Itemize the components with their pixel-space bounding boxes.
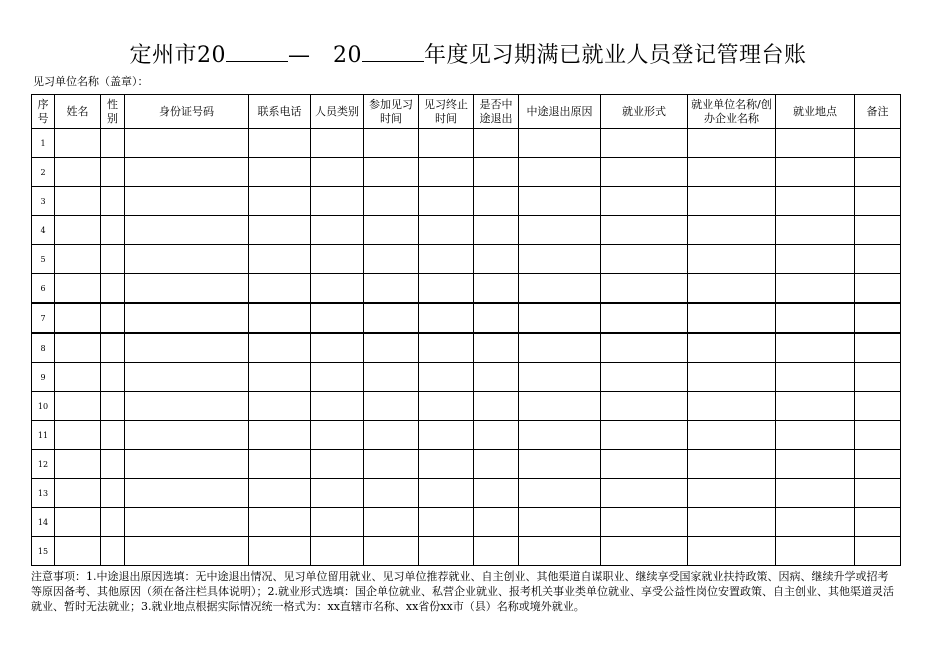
table-cell[interactable]	[101, 363, 125, 392]
table-cell[interactable]	[55, 303, 101, 333]
table-cell[interactable]	[419, 129, 474, 158]
table-cell[interactable]	[519, 363, 601, 392]
table-cell[interactable]	[519, 450, 601, 479]
table-cell[interactable]	[519, 129, 601, 158]
table-cell[interactable]	[601, 158, 688, 187]
table-cell[interactable]	[601, 421, 688, 450]
table-cell[interactable]	[249, 158, 311, 187]
col-employment-type: 就业形式	[601, 95, 688, 129]
table-cell[interactable]	[688, 274, 776, 304]
table-cell[interactable]	[311, 158, 364, 187]
row-number: 2	[32, 158, 55, 187]
table-cell[interactable]	[601, 537, 688, 566]
table-cell[interactable]	[519, 245, 601, 274]
table-cell[interactable]	[101, 392, 125, 421]
col-index: 序号	[32, 95, 55, 129]
table-cell[interactable]	[601, 245, 688, 274]
table-cell[interactable]	[364, 216, 419, 245]
table-cell[interactable]	[125, 274, 249, 304]
table-cell[interactable]	[688, 479, 776, 508]
table-cell[interactable]	[855, 537, 901, 566]
table-cell[interactable]	[249, 187, 311, 216]
table-cell[interactable]	[419, 187, 474, 216]
table-cell[interactable]	[125, 303, 249, 333]
table-cell[interactable]	[101, 450, 125, 479]
table-cell[interactable]	[101, 158, 125, 187]
table-cell[interactable]	[474, 363, 519, 392]
table-cell[interactable]	[249, 274, 311, 304]
row-number: 9	[32, 363, 55, 392]
table-cell[interactable]	[474, 129, 519, 158]
table-cell[interactable]	[519, 216, 601, 245]
table-cell[interactable]	[419, 158, 474, 187]
table-cell[interactable]	[311, 187, 364, 216]
row-number: 7	[32, 303, 55, 333]
table-cell[interactable]	[855, 421, 901, 450]
table-cell[interactable]	[419, 303, 474, 333]
table-cell[interactable]	[601, 450, 688, 479]
table-cell[interactable]	[311, 479, 364, 508]
table-cell[interactable]	[776, 129, 855, 158]
table-cell[interactable]	[601, 333, 688, 363]
col-withdraw-reason: 中途退出原因	[519, 95, 601, 129]
table-cell[interactable]	[249, 303, 311, 333]
table-cell[interactable]	[55, 508, 101, 537]
table-cell[interactable]	[101, 129, 125, 158]
table-cell[interactable]	[419, 363, 474, 392]
table-cell[interactable]	[311, 363, 364, 392]
col-gender: 性别	[101, 95, 125, 129]
table-cell[interactable]	[125, 392, 249, 421]
table-cell[interactable]	[855, 392, 901, 421]
table-cell[interactable]	[855, 216, 901, 245]
table-cell[interactable]	[688, 187, 776, 216]
year-start-blank[interactable]	[226, 43, 288, 62]
table-cell[interactable]	[364, 392, 419, 421]
year-end-blank[interactable]	[362, 43, 424, 62]
table-cell[interactable]	[249, 508, 311, 537]
table-cell[interactable]	[125, 158, 249, 187]
table-cell[interactable]	[364, 187, 419, 216]
table-cell[interactable]	[101, 274, 125, 304]
page-title	[0, 38, 936, 69]
table-cell[interactable]	[125, 479, 249, 508]
table-cell[interactable]	[125, 245, 249, 274]
title-dash: —	[288, 43, 311, 68]
table-cell[interactable]	[519, 392, 601, 421]
table-cell[interactable]	[101, 303, 125, 333]
table-cell[interactable]	[419, 245, 474, 274]
table-cell[interactable]	[855, 187, 901, 216]
table-cell[interactable]	[474, 537, 519, 566]
table-cell[interactable]	[855, 245, 901, 274]
table-cell[interactable]	[601, 363, 688, 392]
table-cell[interactable]	[364, 537, 419, 566]
title-suffix: 年度见习期满已就业人员登记管理台账	[423, 43, 807, 68]
table-row	[32, 274, 901, 304]
table-cell[interactable]	[311, 245, 364, 274]
table-cell[interactable]	[364, 158, 419, 187]
table-cell[interactable]	[249, 245, 311, 274]
table-cell[interactable]	[311, 508, 364, 537]
table-cell[interactable]	[101, 421, 125, 450]
table-cell[interactable]	[776, 303, 855, 333]
table-cell[interactable]	[364, 450, 419, 479]
table-cell[interactable]	[364, 333, 419, 363]
col-start-time: 参加见习时间	[364, 95, 419, 129]
table-cell[interactable]	[688, 450, 776, 479]
table-cell[interactable]	[55, 216, 101, 245]
table-cell[interactable]	[125, 450, 249, 479]
table-cell[interactable]	[519, 333, 601, 363]
table-cell[interactable]	[249, 421, 311, 450]
table-cell[interactable]	[125, 508, 249, 537]
table-cell[interactable]	[419, 421, 474, 450]
table-cell[interactable]	[311, 129, 364, 158]
col-employer-name: 就业单位名称/创办企业名称	[688, 95, 776, 129]
table-cell[interactable]	[688, 245, 776, 274]
table-cell[interactable]	[55, 333, 101, 363]
table-cell[interactable]	[519, 274, 601, 304]
ledger-table	[31, 94, 901, 566]
table-cell[interactable]	[855, 129, 901, 158]
table-row	[32, 450, 901, 479]
row-number: 10	[32, 392, 55, 421]
table-cell[interactable]	[776, 245, 855, 274]
table-cell[interactable]	[519, 421, 601, 450]
table-cell[interactable]	[855, 274, 901, 304]
table-cell[interactable]	[474, 479, 519, 508]
table-cell[interactable]	[474, 274, 519, 304]
col-remarks: 备注	[855, 95, 901, 129]
table-cell[interactable]	[311, 450, 364, 479]
col-name: 姓名	[55, 95, 101, 129]
col-id-number: 身份证号码	[125, 95, 249, 129]
table-row	[32, 392, 901, 421]
table-cell[interactable]	[419, 274, 474, 304]
col-withdrawn: 是否中途退出	[474, 95, 519, 129]
table-cell[interactable]	[249, 216, 311, 245]
table-row	[32, 421, 901, 450]
table-cell[interactable]	[474, 303, 519, 333]
table-cell[interactable]	[776, 363, 855, 392]
table-cell[interactable]	[855, 479, 901, 508]
table-cell[interactable]	[474, 450, 519, 479]
table-row	[32, 303, 901, 333]
table-cell[interactable]	[601, 129, 688, 158]
col-phone: 联系电话	[249, 95, 311, 129]
table-cell[interactable]	[519, 158, 601, 187]
table-cell[interactable]	[776, 479, 855, 508]
table-cell[interactable]	[776, 333, 855, 363]
col-location: 就业地点	[776, 95, 855, 129]
table-cell[interactable]	[688, 363, 776, 392]
table-cell[interactable]	[101, 508, 125, 537]
table-cell[interactable]	[364, 245, 419, 274]
table-cell[interactable]	[474, 333, 519, 363]
row-number: 3	[32, 187, 55, 216]
table-cell[interactable]	[55, 245, 101, 274]
table-cell[interactable]	[601, 479, 688, 508]
row-number: 12	[32, 450, 55, 479]
table-cell[interactable]	[311, 303, 364, 333]
table-cell[interactable]	[474, 392, 519, 421]
table-cell[interactable]	[474, 508, 519, 537]
table-cell[interactable]	[311, 216, 364, 245]
table-cell[interactable]	[101, 479, 125, 508]
table-cell[interactable]	[101, 245, 125, 274]
table-cell[interactable]	[519, 479, 601, 508]
table-cell[interactable]	[419, 333, 474, 363]
table-cell[interactable]	[249, 129, 311, 158]
table-cell[interactable]	[364, 129, 419, 158]
table-cell[interactable]	[776, 274, 855, 304]
table-cell[interactable]	[601, 508, 688, 537]
notes-text: 注意事项：1.中途退出原因选填：无中途退出情况、见习单位留用就业、见习单位推荐就业、自主创业、其他渠道自谋职业、继续享受国家就业扶持政策、因病、继续升学或招考等原因备考、其他原因（须在备注栏具体说明）；2.就业形式选填：国企单位就业、私营企业就业、报考机关事业类单位就业、享受公益性岗位安置政策、自主创业、其他渠道灵活就业、暂时无法就业；3.就业地点根据实际情况统一格式为：xx直辖市名称、xx省份xx市（县）名称或境外就业。	[31, 570, 894, 613]
table-cell[interactable]	[601, 392, 688, 421]
table-cell[interactable]	[249, 450, 311, 479]
table-cell[interactable]	[855, 363, 901, 392]
table-cell[interactable]	[125, 187, 249, 216]
table-cell[interactable]	[419, 479, 474, 508]
row-number: 6	[32, 274, 55, 304]
table-cell[interactable]	[474, 187, 519, 216]
table-cell[interactable]	[419, 537, 474, 566]
table-cell[interactable]	[776, 216, 855, 245]
table-cell[interactable]	[125, 129, 249, 158]
table-row	[32, 216, 901, 245]
table-cell[interactable]	[776, 421, 855, 450]
table-cell[interactable]	[55, 274, 101, 304]
unit-name-label: 见习单位名称（盖章）：	[33, 75, 149, 88]
table-cell[interactable]	[125, 421, 249, 450]
table-cell[interactable]	[855, 508, 901, 537]
table-cell[interactable]	[688, 303, 776, 333]
table-cell[interactable]	[688, 392, 776, 421]
table-cell[interactable]	[688, 537, 776, 566]
table-cell[interactable]	[101, 187, 125, 216]
col-category: 人员类别	[311, 95, 364, 129]
table-row	[32, 333, 901, 363]
table-row	[32, 158, 901, 187]
table-cell[interactable]	[776, 508, 855, 537]
table-cell[interactable]	[364, 303, 419, 333]
title-prefix: 定州市20	[129, 43, 226, 68]
row-number: 14	[32, 508, 55, 537]
table-cell[interactable]	[776, 537, 855, 566]
row-number: 4	[32, 216, 55, 245]
table-cell[interactable]	[249, 363, 311, 392]
table-cell[interactable]	[125, 216, 249, 245]
table-cell[interactable]	[688, 333, 776, 363]
table-cell[interactable]	[364, 508, 419, 537]
table-cell[interactable]	[855, 303, 901, 333]
table-cell[interactable]	[55, 187, 101, 216]
table-cell[interactable]	[419, 508, 474, 537]
row-number: 8	[32, 333, 55, 363]
table-cell[interactable]	[419, 450, 474, 479]
table-cell[interactable]	[855, 450, 901, 479]
header-row	[32, 95, 901, 129]
table-cell[interactable]	[364, 363, 419, 392]
table-cell[interactable]	[519, 303, 601, 333]
col-end-time: 见习终止时间	[419, 95, 474, 129]
table-cell[interactable]	[311, 392, 364, 421]
table-cell[interactable]	[101, 333, 125, 363]
row-number: 5	[32, 245, 55, 274]
table-cell[interactable]	[55, 129, 101, 158]
table-cell[interactable]	[249, 333, 311, 363]
table-cell[interactable]	[101, 216, 125, 245]
table-cell[interactable]	[364, 421, 419, 450]
title-middle: 20	[332, 43, 362, 68]
table-row	[32, 129, 901, 158]
table-cell[interactable]	[55, 421, 101, 450]
table-cell[interactable]	[776, 158, 855, 187]
table-row	[32, 537, 901, 566]
table-cell[interactable]	[55, 158, 101, 187]
table-cell[interactable]	[474, 216, 519, 245]
table-cell[interactable]	[249, 537, 311, 566]
table-cell[interactable]	[55, 392, 101, 421]
row-number: 11	[32, 421, 55, 450]
table-cell[interactable]	[249, 392, 311, 421]
table-cell[interactable]	[855, 158, 901, 187]
table-cell[interactable]	[125, 333, 249, 363]
table-cell[interactable]	[776, 187, 855, 216]
table-cell[interactable]	[855, 333, 901, 363]
table-cell[interactable]	[601, 216, 688, 245]
table-cell[interactable]	[474, 245, 519, 274]
table-row	[32, 508, 901, 537]
table-cell[interactable]	[519, 537, 601, 566]
row-number: 1	[32, 129, 55, 158]
table-cell[interactable]	[101, 537, 125, 566]
table-cell[interactable]	[601, 303, 688, 333]
table-cell[interactable]	[364, 479, 419, 508]
table-cell[interactable]	[419, 216, 474, 245]
table-cell[interactable]	[55, 537, 101, 566]
table-cell[interactable]	[601, 274, 688, 304]
table-cell[interactable]	[688, 158, 776, 187]
table-cell[interactable]	[249, 479, 311, 508]
table-cell[interactable]	[311, 274, 364, 304]
table-cell[interactable]	[311, 333, 364, 363]
table-cell[interactable]	[688, 129, 776, 158]
table-cell[interactable]	[776, 450, 855, 479]
table-cell[interactable]	[688, 421, 776, 450]
table-row	[32, 245, 901, 274]
row-number: 13	[32, 479, 55, 508]
table-cell[interactable]	[519, 508, 601, 537]
table-cell[interactable]	[55, 363, 101, 392]
table-cell[interactable]	[474, 158, 519, 187]
table-cell[interactable]	[364, 274, 419, 304]
table-cell[interactable]	[474, 421, 519, 450]
table-row	[32, 363, 901, 392]
table-cell[interactable]	[311, 537, 364, 566]
table-row	[32, 187, 901, 216]
table-cell[interactable]	[125, 537, 249, 566]
table-cell[interactable]	[776, 392, 855, 421]
table-cell[interactable]	[125, 363, 249, 392]
table-cell[interactable]	[601, 187, 688, 216]
table-cell[interactable]	[519, 187, 601, 216]
table-cell[interactable]	[55, 479, 101, 508]
table-row	[32, 479, 901, 508]
table-cell[interactable]	[311, 421, 364, 450]
table-cell[interactable]	[688, 216, 776, 245]
row-number: 15	[32, 537, 55, 566]
table-cell[interactable]	[55, 450, 101, 479]
table-cell[interactable]	[688, 508, 776, 537]
table-cell[interactable]	[419, 392, 474, 421]
